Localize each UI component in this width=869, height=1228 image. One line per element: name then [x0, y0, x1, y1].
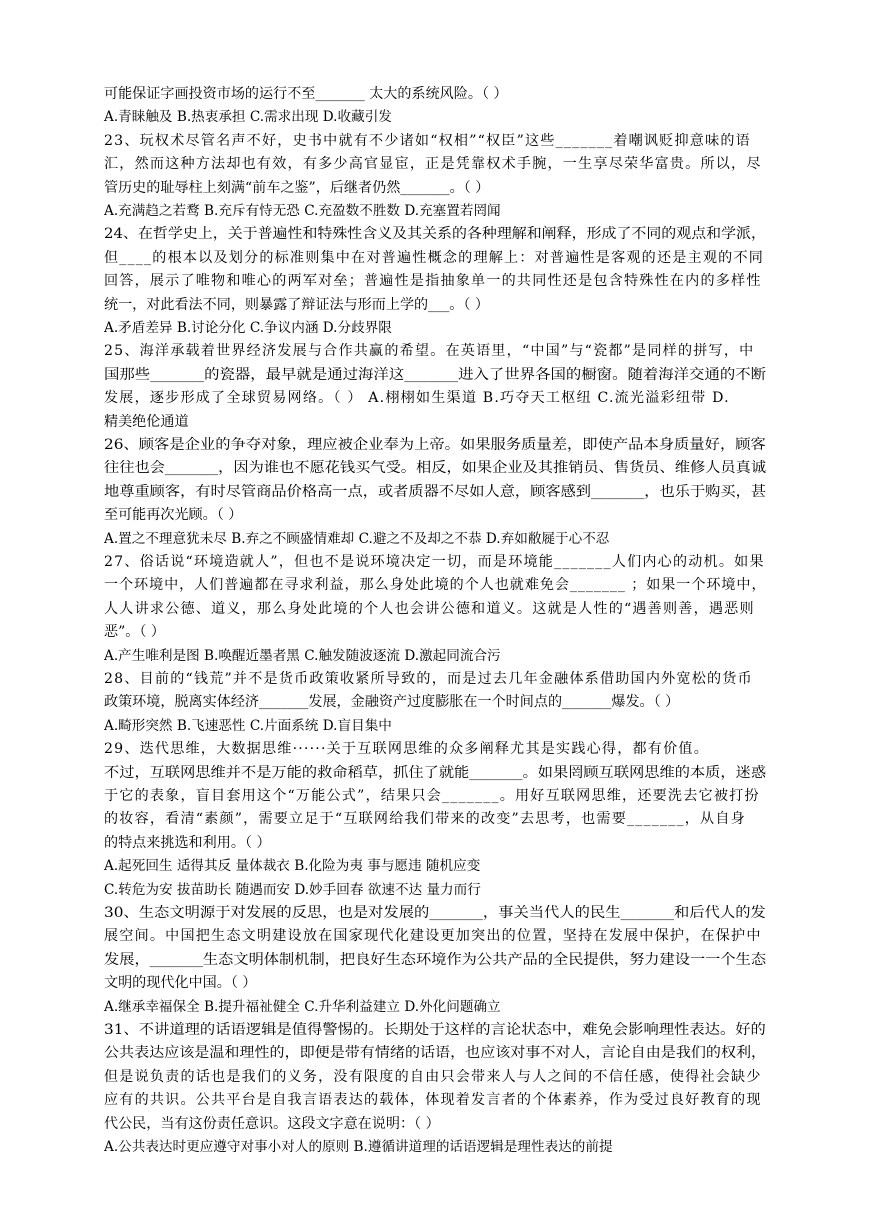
answer-options-line: A.起死回生 适得其反 量体裁衣 B.化险为夷 事与愿违 随机应变	[104, 858, 481, 875]
text-line: 的妆容，看清“素颜”，需要立足于“互联网给我们带来的改变”去思考，也需要_______，从自身	[104, 811, 746, 828]
text-line: 地尊重顾客，有时尽管商品价格高一点，或者质器不尽如人意，顾客感到_______，也乐于购买，甚	[104, 483, 767, 500]
text-line: 人人讲求公德、道义，那么身处此境的个人也会讲公德和道义。这就是人性的“遇善则善，遇恶则	[104, 600, 755, 617]
text-line: 展空间。中国把生态文明建设放在国家现代化建设更加突出的位置，坚持在发展中保护，在保护中	[104, 928, 762, 945]
text-line: 回答，展示了唯物和唯心的两军对垒；普遍性是指抽象单一的共同性还是包含特殊性在内的多样性	[104, 273, 762, 290]
answer-options-line: C.转危为安 拔苗助长 随遇而安 D.妙手回春 欲速不达 量力而行	[104, 881, 481, 898]
answer-options-line: A.畸形突然 B.飞速恶性 C.片面系统 D.盲目集中	[104, 717, 392, 734]
text-line: 汇，然而这种方法却也有效，有多少高官显宦，正是凭靠权术手腕，一生享尽荣华富贵。所以，尽	[104, 156, 762, 173]
text-line: 一个环境中，人们普遍都在寻求利益，那么身处此境的个人也就难免会_______ ；如果一个环境中，	[104, 577, 767, 594]
text-line: 29、迭代思维，大数据思维······关于互联网思维的众多阐释尤其是实践心得，都有价值。	[104, 741, 709, 758]
text-line: 31、不讲道理的话语逻辑是值得警惕的。长期处于这样的言论状态中，难免会影响理性表达。好的	[104, 1022, 766, 1038]
text-line: 26、顾客是企业的争夺对象，理应被企业奉为上帝。如果服务质量差，即使产品本身质量好，顾客	[104, 437, 766, 453]
answer-options-line: A.置之不理意犹未尽 B.弃之不顾盛情难却 C.避之不及却之不恭 D.弃如敝屣于心不忍	[104, 530, 610, 547]
text-line: 发展，逐步形成了全球贸易网络。（ ） A.栩栩如生渠道 B.巧夺天工枢纽 C.流光溢彩纽带 D.	[104, 390, 730, 407]
text-line: 不过，互联网思维并不是万能的救命稻草，抓住了就能_______。如果罔顾互联网思维的本质，迷惑	[104, 764, 767, 781]
text-line: 国那些_______的瓷器，最早就是通过海洋这_______进入了世界各国的橱窗。随着海洋交通的不断	[104, 366, 767, 383]
text-line: 往往也会_______，因为谁也不愿花钱买气受。相反，如果企业及其推销员、售货员、维修人员真诚	[104, 460, 767, 477]
text-line: 30、生态文明源于对发展的反思，也是对发展的_______，事关当代人的民生_______和后代人的发	[104, 905, 766, 921]
text-line: 28、目前的“钱荒”并不是货币政策收紧所导致的，而是过去几年金融体系借助国内外宽松的货币	[104, 671, 753, 687]
answer-options-line: A.充满趋之若鹜 B.充斥有恃无恐 C.充盈数不胜数 D.充塞置若罔闻	[104, 203, 501, 219]
text-line: 但是说负责的话也是我们的义务，没有限度的自由只会带来人与人之间的不信任感，使得社会缺少	[104, 1068, 762, 1085]
text-line: 25、海洋承载着世界经济发展与合作共赢的希望。在英语里，“中国”与“瓷都”是同样的拼写，中	[104, 343, 755, 360]
text-line: 至可能再次光顾。（ ）	[104, 507, 243, 524]
text-line: 管历史的耻辱柱上刻满“前车之鉴”，后继者仍然_______。（ ）	[104, 179, 490, 196]
answer-options-line: A.产生唯利是图 B.唤醒近墨者黑 C.触发随波逐流 D.激起同流合污	[104, 647, 501, 664]
text-line: 但____的根本以及划分的标准则集中在对普遍性概念的理解上：对普遍性是客观的还是主观的不同	[104, 249, 765, 266]
text-line: 发展，_______生态文明体制机制，把良好生态环境作为公共产品的全民提供，努力建设一一个生态	[104, 951, 767, 968]
text-line: 公共表达应该是温和理性的，即便是带有情绪的话语，也应该对事不对人，言论自由是我们的权利，	[104, 1045, 767, 1062]
answer-options-line: A.继承幸福保全 B.提升福祉健全 C.升华利益建立 D.外化问题确立	[104, 998, 501, 1015]
text-line: 文明的现代化中国。（ ）	[104, 975, 257, 992]
text-line: 的特点来挑选和利用。（ ）	[104, 834, 271, 851]
text-line: 23、玩权术尽管名声不好，史书中就有不少诸如“权相”“权臣”这些_______着嘲讽贬抑意味的语	[104, 132, 751, 149]
text-line: 统一，对此看法不同，则暴露了辩证法与形而上学的___。（ ）	[104, 296, 490, 313]
text-line: 27、俗话说“环境造就人”，但也不是说环境决定一切，而是环境能_______人们内心的动机。如果	[104, 554, 765, 570]
answer-options-line: A.矛盾差异 B.讨论分化 C.争议内涵 D.分歧界限	[104, 320, 392, 336]
text-line: 恶”。（ ）	[104, 624, 166, 641]
answer-options-line: A.青睐触及 B.热衷承担 C.需求出现 D.收藏引发	[104, 109, 392, 126]
answer-options-line: A.公共表达时更应遵守对事小对人的原则 B.遵循讲道理的话语逻辑是理性表达的前提	[104, 1139, 613, 1155]
text-line: 于它的表象，盲目套用这个“万能公式”，结果只会_______。用好互联网思维，还要洗去它被打扮	[104, 788, 760, 804]
text-line: 可能保证字画投资市场的运行不至_______ 太大的系统风险。（ ）	[104, 86, 508, 102]
text-line: 应有的共识。公共平台是自我言语表达的载体，体现着发言者的个体素养，作为受过良好教育的现	[104, 1092, 762, 1109]
text-line: 24、在哲学史上，关于普遍性和特殊性含义及其关系的各种理解和阐释，形成了不同的观点和学派，	[104, 226, 766, 243]
text-line: 精美绝伦通道	[104, 413, 189, 430]
text-line: 代公民，当有这份责任意识。这段文字意在说明：（ ）	[104, 1115, 440, 1132]
text-line: 政策环境，脱离实体经济_______发展，金融资产过度膨胀在一个时间点的_______爆发。（ ）	[104, 694, 680, 711]
